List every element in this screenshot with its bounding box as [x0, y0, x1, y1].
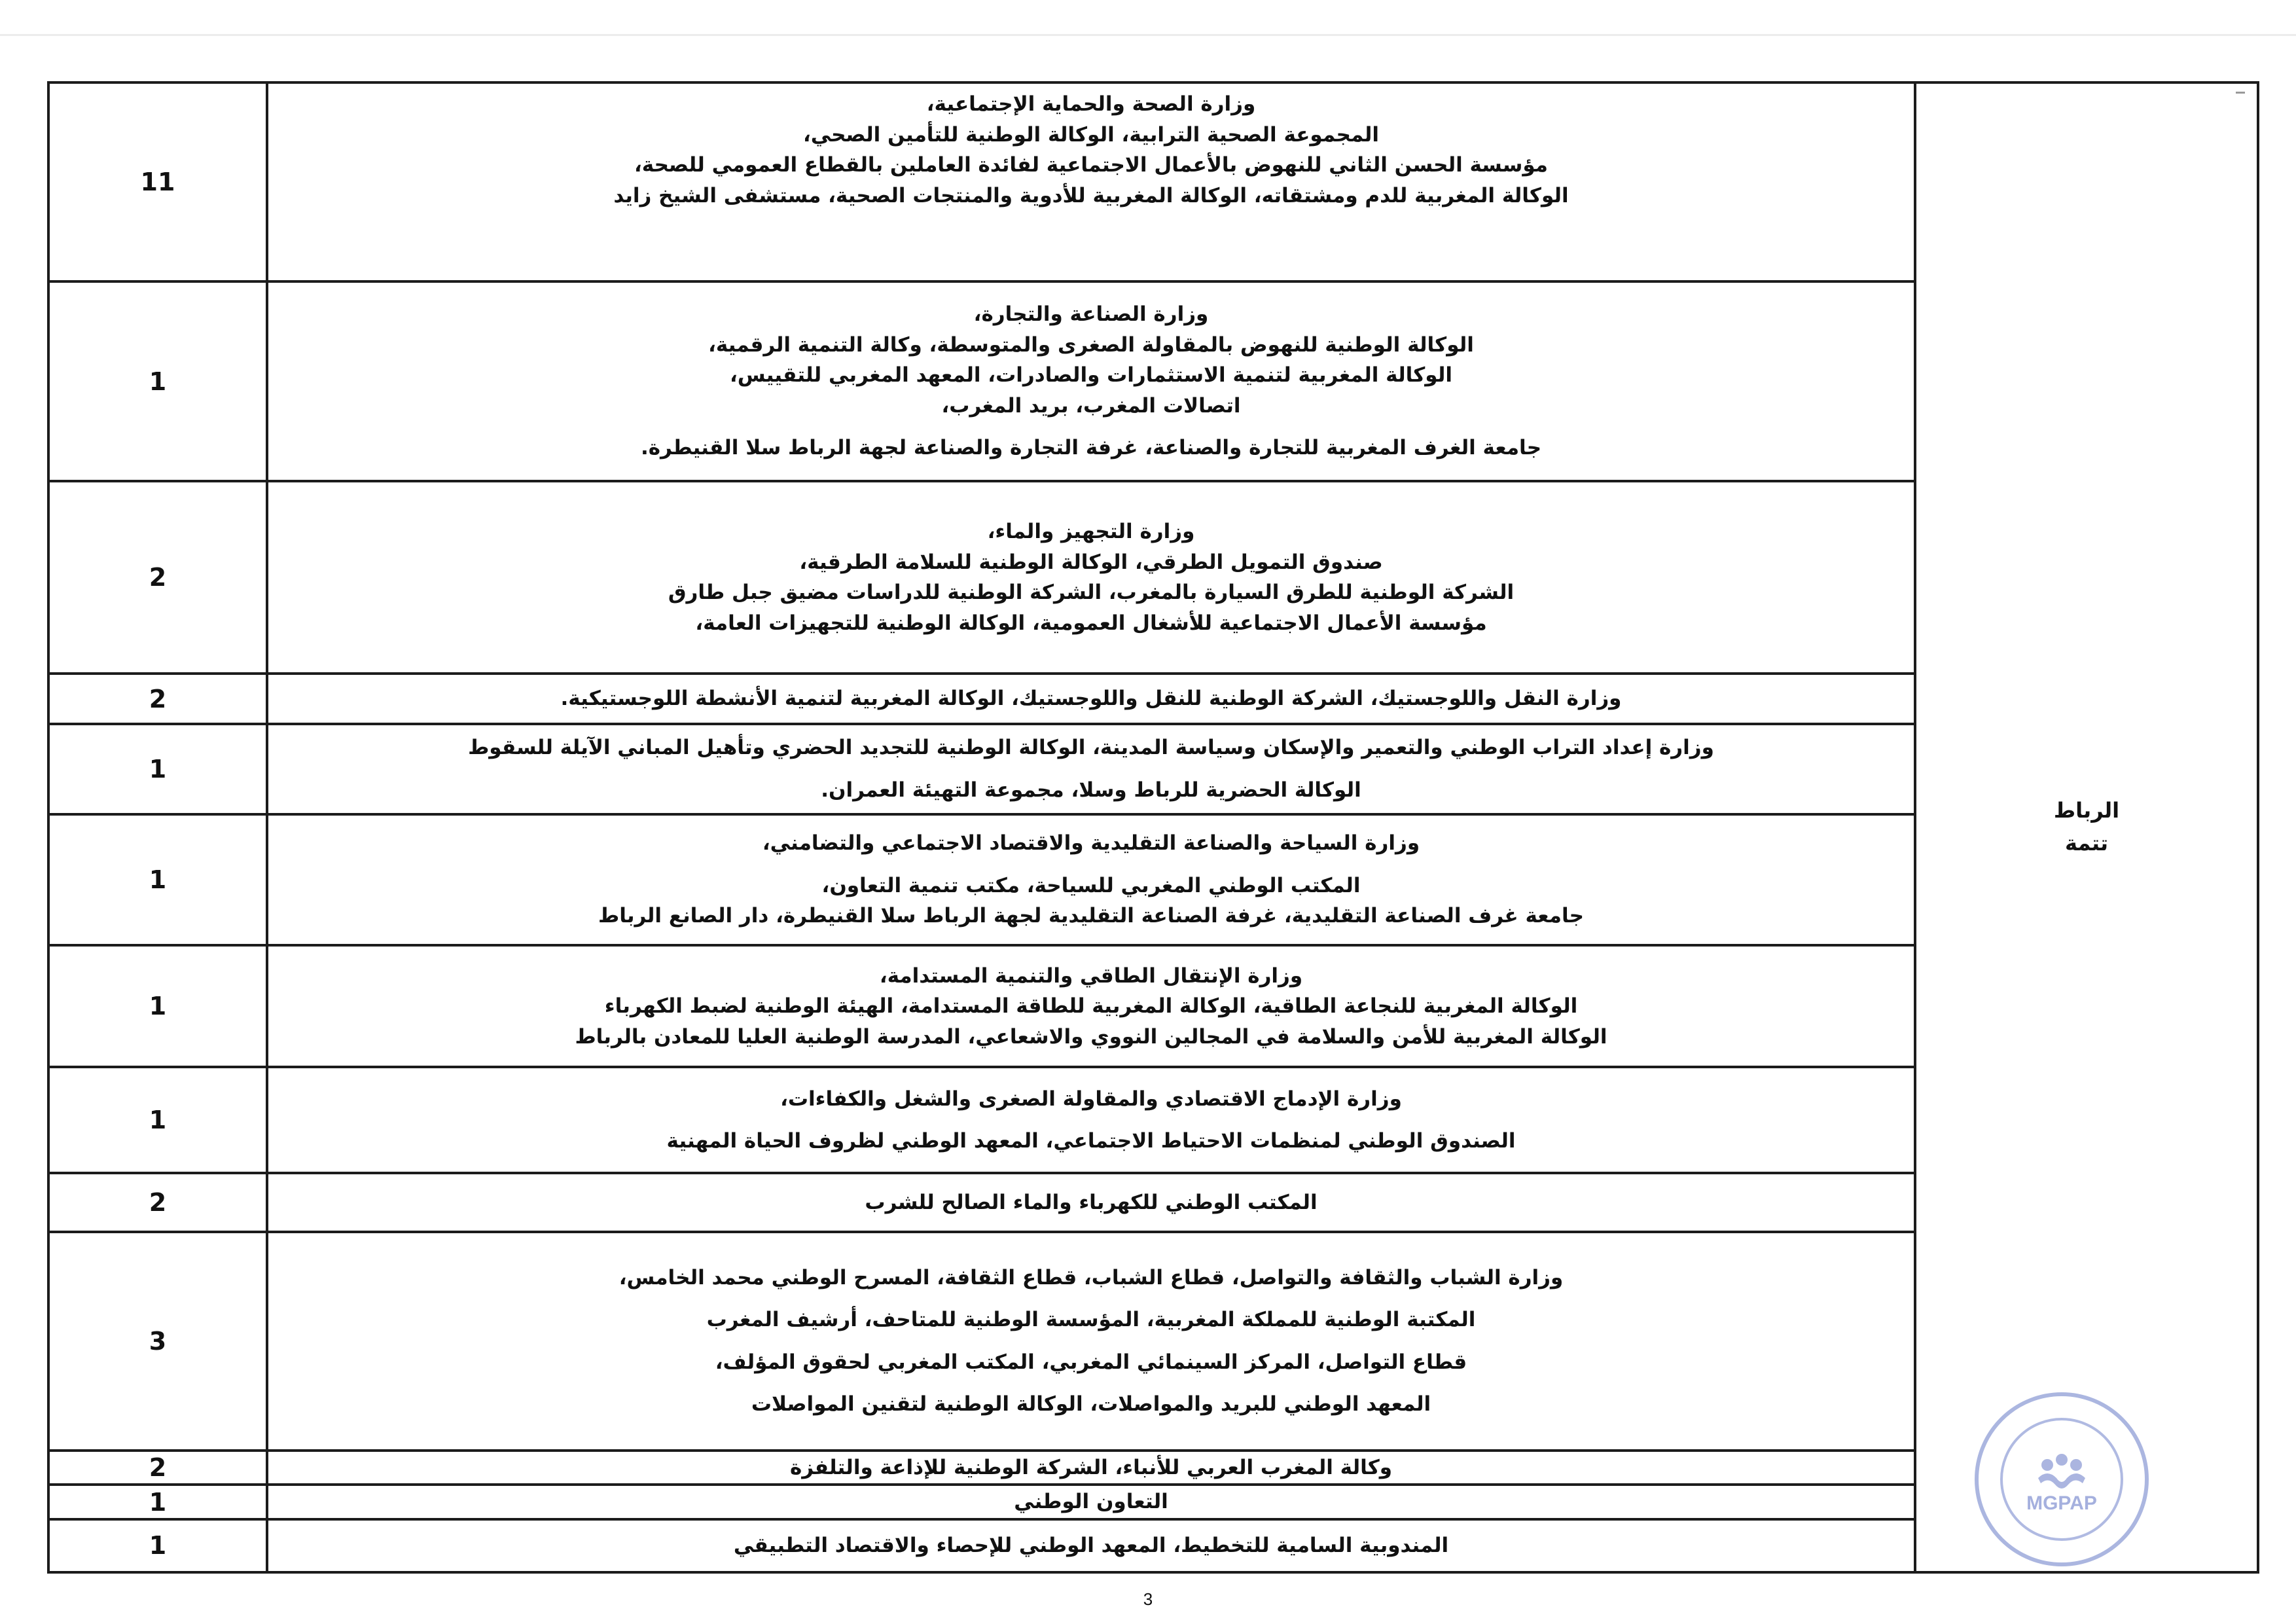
entities-cell	[267, 1485, 1915, 1519]
count-cell: 1	[48, 814, 267, 945]
entity-line: مؤسسة الحسن الثاني للنهوض بالأعمال الاجتماعية لفائدة العاملين بالقطاع العمومي للصحة،	[634, 153, 1548, 177]
entity-line: الوكالة المغربية للدم ومشتقاته، الوكالة المغربية للأدوية والمنتجات الصحية، مستشفى الشيخ زايد	[613, 183, 1569, 208]
region-cell	[1915, 82, 2258, 1572]
entities-cell	[267, 82, 1915, 281]
entity-line: الوكالة الحضرية للرباط وسلا، مجموعة التهيئة العمران.	[821, 778, 1361, 802]
count-cell: 1	[48, 281, 267, 482]
table-row	[48, 82, 2258, 281]
entity-line: مؤسسة الأعمال الاجتماعية للأشغال العمومية، الوكالة الوطنية للتجهيزات العامة،	[695, 611, 1487, 635]
page-number: 3	[1143, 1589, 1153, 1609]
entities-cell	[267, 481, 1915, 674]
entities-cell	[267, 724, 1915, 814]
entity-line: وزارة النقل واللوجستيك، الشركة الوطنية للنقل واللوجستيك، الوكالة المغربية لتنمية الأنشطة اللوجستيكية.	[560, 687, 1622, 711]
entity-line: المعهد الوطني للبريد والمواصلات، الوكالة الوطنية لتقنين المواصلات	[751, 1392, 1431, 1416]
count-cell: 1	[48, 724, 267, 814]
entity-line: المكتب الوطني المغربي للسياحة، مكتب تنمية التعاون،	[821, 873, 1361, 897]
entity-line: وزارة السياحة والصناعة التقليدية والاقتصاد الاجتماعي والتضامني،	[762, 831, 1420, 856]
entities-cell	[267, 1232, 1915, 1451]
count-cell: 2	[48, 481, 267, 674]
entity-line: وكالة المغرب العربي للأنباء، الشركة الوطنية للإذاعة والتلفزة	[789, 1455, 1393, 1479]
entity-line: المجموعة الصحية الترابية، الوكالة الوطنية للتأمين الصحي،	[802, 122, 1380, 147]
entity-line: قطاع التواصل، المركز السينمائي المغربي، المكتب المغربي لحقوق المؤلف،	[715, 1350, 1467, 1374]
entities-cell	[267, 1519, 1915, 1572]
entities-cell	[267, 1451, 1915, 1485]
entity-line: الشركة الوطنية للطرق السيارة بالمغرب، الشركة الوطنية للدراسات مضيق جبل طارق	[668, 581, 1515, 605]
count-cell: 2	[48, 674, 267, 724]
region-name: الرباط	[2053, 798, 2120, 823]
entities-cell	[267, 1067, 1915, 1173]
region-continued: تتمة	[2065, 831, 2108, 856]
entities-cell	[267, 814, 1915, 945]
count-cell: 2	[48, 1451, 267, 1485]
stamp-seal	[1970, 1388, 2153, 1571]
count-cell: 1	[48, 1519, 267, 1572]
entity-line: وزارة إعداد التراب الوطني والتعمير والإسكان وسياسة المدينة، الوكالة الوطنية للتجديد الحضري وتأهيل المباني الآيلة للسقوط	[468, 736, 1714, 760]
stamp-label: MGPAP	[2026, 1492, 2097, 1514]
count-cell: 1	[48, 1067, 267, 1173]
entity-line: التعاون الوطني	[1014, 1490, 1168, 1514]
count-cell: 3	[48, 1232, 267, 1451]
entity-line: المندوبية السامية للتخطيط، المعهد الوطني للإحصاء والاقتصاد التطبيقي	[733, 1534, 1449, 1558]
entity-line: الوكالة المغربية لتنمية الاستثمارات والصادرات، المعهد المغربي للتقييس،	[730, 363, 1452, 388]
entity-line: وزارة الشباب والثقافة والتواصل، قطاع الشباب، قطاع الثقافة، المسرح الوطني محمد الخامس،	[619, 1265, 1564, 1290]
count-cell: 1	[48, 1485, 267, 1519]
assignment-table	[47, 81, 2259, 1574]
entity-line: جامعة غرف الصناعة التقليدية، غرفة الصناعة التقليدية لجهة الرباط سلا القنيطرة، دار الصانع الرباط	[598, 904, 1584, 928]
entities-cell	[267, 281, 1915, 482]
entity-line: المكتبة الوطنية للمملكة المغربية، المؤسسة الوطنية للمتاحف، أرشيف المغرب	[706, 1308, 1476, 1332]
entity-line: المكتب الوطني للكهرباء والماء الصالح للشرب	[865, 1190, 1318, 1214]
entity-line: الصندوق الوطني لمنظمات الاحتياط الاجتماعي، المعهد الوطني لظروف الحياة المهنية	[666, 1129, 1516, 1153]
entities-cell	[267, 1173, 1915, 1231]
entity-line: وزارة التجهيز والماء،	[987, 520, 1195, 544]
count-cell: 1	[48, 945, 267, 1067]
entity-line: الوكالة المغربية للأمن والسلامة في المجالين النووي والاشعاعي، المدرسة الوطنية العليا للمعادن بالرباط	[575, 1024, 1607, 1049]
entity-line: وزارة الإنتقال الطاقي والتنمية المستدامة،	[879, 964, 1303, 988]
count-cell: 11	[48, 82, 267, 281]
entity-line: جامعة الغرف المغربية للتجارة والصناعة، غرفة التجارة والصناعة لجهة الرباط سلا القنيطرة.	[640, 436, 1542, 460]
entity-line: صندوق التمويل الطرقي، الوكالة الوطنية للسلامة الطرقية،	[799, 550, 1383, 574]
entities-cell	[267, 945, 1915, 1067]
entity-line: الوكالة المغربية للنجاعة الطاقية، الوكالة المغربية للطاقة المستدامة، الهيئة الوطنية لضبط الكهرباء	[604, 994, 1578, 1019]
entity-line: وزارة الصناعة والتجارة،	[973, 302, 1209, 327]
entity-line: وزارة الإدماج الاقتصادي والمقاولة الصغرى والشغل والكفاءات،	[780, 1087, 1402, 1111]
scan-edge	[0, 34, 2296, 36]
count-cell: 2	[48, 1173, 267, 1231]
entity-line: اتصالات المغرب، بريد المغرب،	[941, 393, 1241, 418]
entity-line: الوكالة الوطنية للنهوض بالمقاولة الصغرى والمتوسطة، وكالة التنمية الرقمية،	[708, 333, 1474, 357]
entities-cell	[267, 674, 1915, 724]
entity-line: وزارة الصحة والحماية الإجتماعية،	[926, 92, 1256, 116]
